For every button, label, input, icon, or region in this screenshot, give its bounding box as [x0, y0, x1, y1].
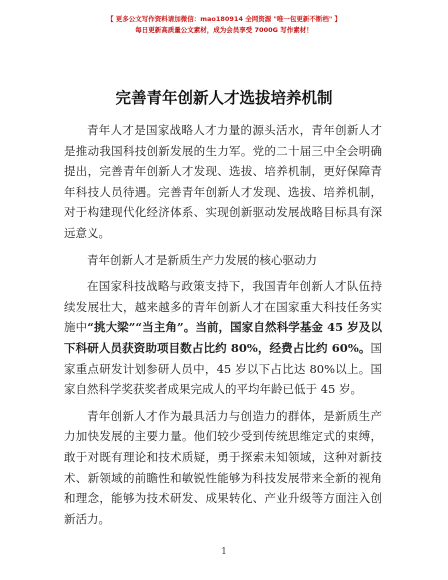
section-subheading: 青年创新人才是新质生产力发展的核心驱动力 [87, 252, 317, 267]
paragraph-statistics [64, 276, 382, 400]
statistics-bold-text: “挑大梁”“当主角”。当前，国家自然科学基金 45 岁及以下科研人员获资助项目数占比约 80%，经费占比约 60%。 [64, 320, 383, 355]
banner-line-1: 【 更多公文写作资料请加微信：mao180914 全网资源 "唯一包更新不断档" 】 [106, 15, 342, 23]
document-title: 完善青年创新人才选拔培养机制 [115, 89, 333, 107]
promo-banner [0, 14, 448, 36]
page-number: 1 [221, 547, 227, 557]
paragraph-vitality: 青年创新人才作为最具活力与创造力的群体，是新质生产力加快发展的主要力量。他们较少受到传统思维定式的束缚，敢于对既有理论和技术质疑，勇于探索未知领域，这种对新技术、新领域的前瞻性和敏锐性能够为科技发展带来全新的视角和理念，能够为技术研发、成果转化、产业升级等方面注入创新活力。 [64, 408, 382, 526]
statistics-text-2: 国家重点研发计划参研人员中，45 岁以下占比达 80%以上。国家自然科学奖获奖者成果完成人的平均年龄已低于 45 岁。 [64, 340, 382, 397]
banner-line-2: 每日更新高质量公文素材，成为会员享受 7000G 写作素材！ [135, 26, 313, 34]
statistics-text-1: 在国家科技战略与政策支持下，我国青年创新人才队伍持续发展壮大，越来越多的青年创新人才在国家重大科技任务实施中 [64, 279, 382, 335]
paragraph-intro: 青年人才是国家战略人才力量的源头活水，青年创新人才是推动我国科技创新发展的生力军。党的二十届三中全会明确提出，完善青年创新人才发现、选拔、培养机制，更好保障青年科技人员待遇。完善青年创新人才发现、选拔、培养机制，对于构建现代化经济体系、实现创新驱动发展战略目标具有深远意义。 [64, 123, 382, 240]
document-body [64, 120, 382, 529]
